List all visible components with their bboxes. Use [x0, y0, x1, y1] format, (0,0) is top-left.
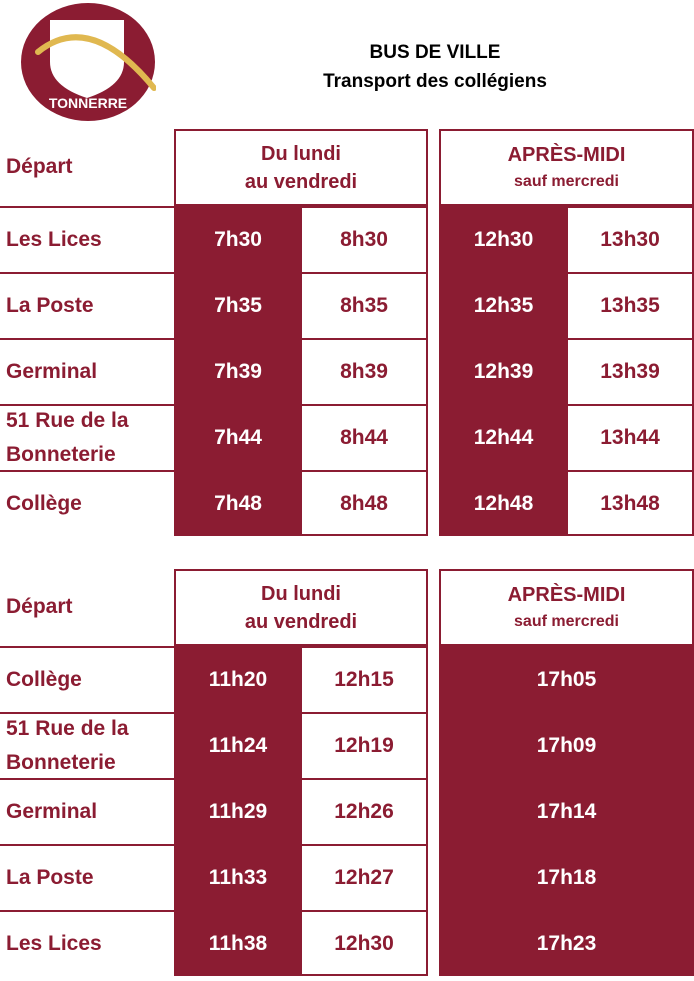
departure-time: 12h39 — [439, 338, 568, 404]
stop-name-line: Germinal — [6, 800, 98, 823]
table-row — [0, 712, 694, 778]
table-row — [0, 206, 694, 272]
departure-time: 12h44 — [439, 404, 568, 470]
departure-time: 8h48 — [300, 470, 428, 536]
departure-time: 12h26 — [300, 778, 428, 844]
stop-name-line: Les Lices — [6, 932, 102, 955]
weekday-header-line2: au vendredi — [244, 170, 358, 193]
departure-time: 8h44 — [300, 404, 428, 470]
departure-time: 12h27 — [300, 844, 428, 910]
stop-name-line: La Poste — [6, 866, 94, 889]
stop-name — [0, 844, 176, 910]
afternoon-header-line1: APRÈS-MIDI — [507, 143, 626, 166]
stop-name — [0, 778, 176, 844]
table-bottom-border — [174, 534, 302, 536]
stop-name-line: Bonneterie — [6, 443, 116, 466]
departure-time: 8h39 — [300, 338, 428, 404]
stop-name — [0, 206, 176, 272]
stop-name-line: Les Lices — [6, 228, 102, 251]
table-row — [0, 272, 694, 338]
departure-time: 7h48 — [174, 470, 302, 536]
departure-time: 13h48 — [566, 470, 694, 536]
departure-time: 7h39 — [174, 338, 302, 404]
stop-name-line: Germinal — [6, 360, 98, 383]
stop-name-line: 51 Rue de la — [6, 717, 129, 740]
departure-time: 8h30 — [300, 206, 428, 272]
departure-time: 11h38 — [174, 910, 302, 976]
stop-name — [0, 910, 176, 976]
table-row — [0, 910, 694, 976]
table-row — [0, 646, 694, 712]
afternoon-header-line2: sauf mercredi — [514, 172, 619, 190]
table-row — [0, 404, 694, 470]
weekday-header-line1: Du lundi — [261, 142, 341, 165]
departure-time: 11h20 — [174, 646, 302, 712]
stop-name — [0, 338, 176, 404]
stop-name — [0, 272, 176, 338]
tonnerre-logo — [20, 2, 156, 122]
weekday-header-line1: Du lundi — [261, 582, 341, 605]
table-row — [0, 778, 694, 844]
document-header — [290, 38, 580, 96]
weekday-header-line2: au vendredi — [244, 610, 358, 633]
stop-name-line: 51 Rue de la — [6, 409, 129, 432]
stop-name — [0, 646, 176, 712]
departure-time: 17h18 — [439, 844, 694, 910]
table-bottom-border — [439, 974, 694, 976]
departure-time: 7h44 — [174, 404, 302, 470]
departure-time: 12h30 — [300, 910, 428, 976]
departure-time: 13h39 — [566, 338, 694, 404]
table-bottom-border — [174, 974, 302, 976]
departure-time: 13h35 — [566, 272, 694, 338]
departure-time: 17h23 — [439, 910, 694, 976]
table-bottom-border — [439, 534, 568, 536]
table-bottom-border — [566, 534, 694, 536]
departure-time: 17h14 — [439, 778, 694, 844]
departure-time: 8h35 — [300, 272, 428, 338]
afternoon-header-line1: APRÈS-MIDI — [507, 583, 626, 606]
stop-name — [0, 712, 176, 778]
table-row — [0, 338, 694, 404]
afternoon-header — [439, 129, 694, 206]
depart-label: Départ — [6, 595, 73, 618]
stop-name-line: La Poste — [6, 294, 94, 317]
afternoon-header-line2: sauf mercredi — [514, 612, 619, 630]
departure-time: 7h30 — [174, 206, 302, 272]
departure-time: 12h19 — [300, 712, 428, 778]
afternoon-header — [439, 569, 694, 646]
table-bottom-border — [300, 534, 428, 536]
header-subtitle: Transport des collégiens — [323, 71, 547, 92]
stop-name — [0, 404, 176, 470]
depart-label: Départ — [6, 155, 73, 178]
departure-time: 13h44 — [566, 404, 694, 470]
weekday-header — [174, 569, 428, 646]
departure-time: 13h30 — [566, 206, 694, 272]
table-row — [0, 844, 694, 910]
departure-time: 12h30 — [439, 206, 568, 272]
departure-time: 17h05 — [439, 646, 694, 712]
departure-time: 12h48 — [439, 470, 568, 536]
stop-name-line: Collège — [6, 492, 82, 515]
weekday-header — [174, 129, 428, 206]
stop-name-line: Collège — [6, 668, 82, 691]
departure-time: 11h24 — [174, 712, 302, 778]
departure-time: 12h35 — [439, 272, 568, 338]
table-bottom-border — [300, 974, 428, 976]
logo-text: TONNERRE — [48, 95, 128, 111]
stop-name-line: Bonneterie — [6, 751, 116, 774]
departure-time: 12h15 — [300, 646, 428, 712]
departure-time: 11h33 — [174, 844, 302, 910]
stop-name — [0, 470, 176, 536]
departure-time: 17h09 — [439, 712, 694, 778]
header-title: BUS DE VILLE — [369, 42, 501, 63]
table-row — [0, 470, 694, 536]
departure-time: 11h29 — [174, 778, 302, 844]
departure-time: 7h35 — [174, 272, 302, 338]
